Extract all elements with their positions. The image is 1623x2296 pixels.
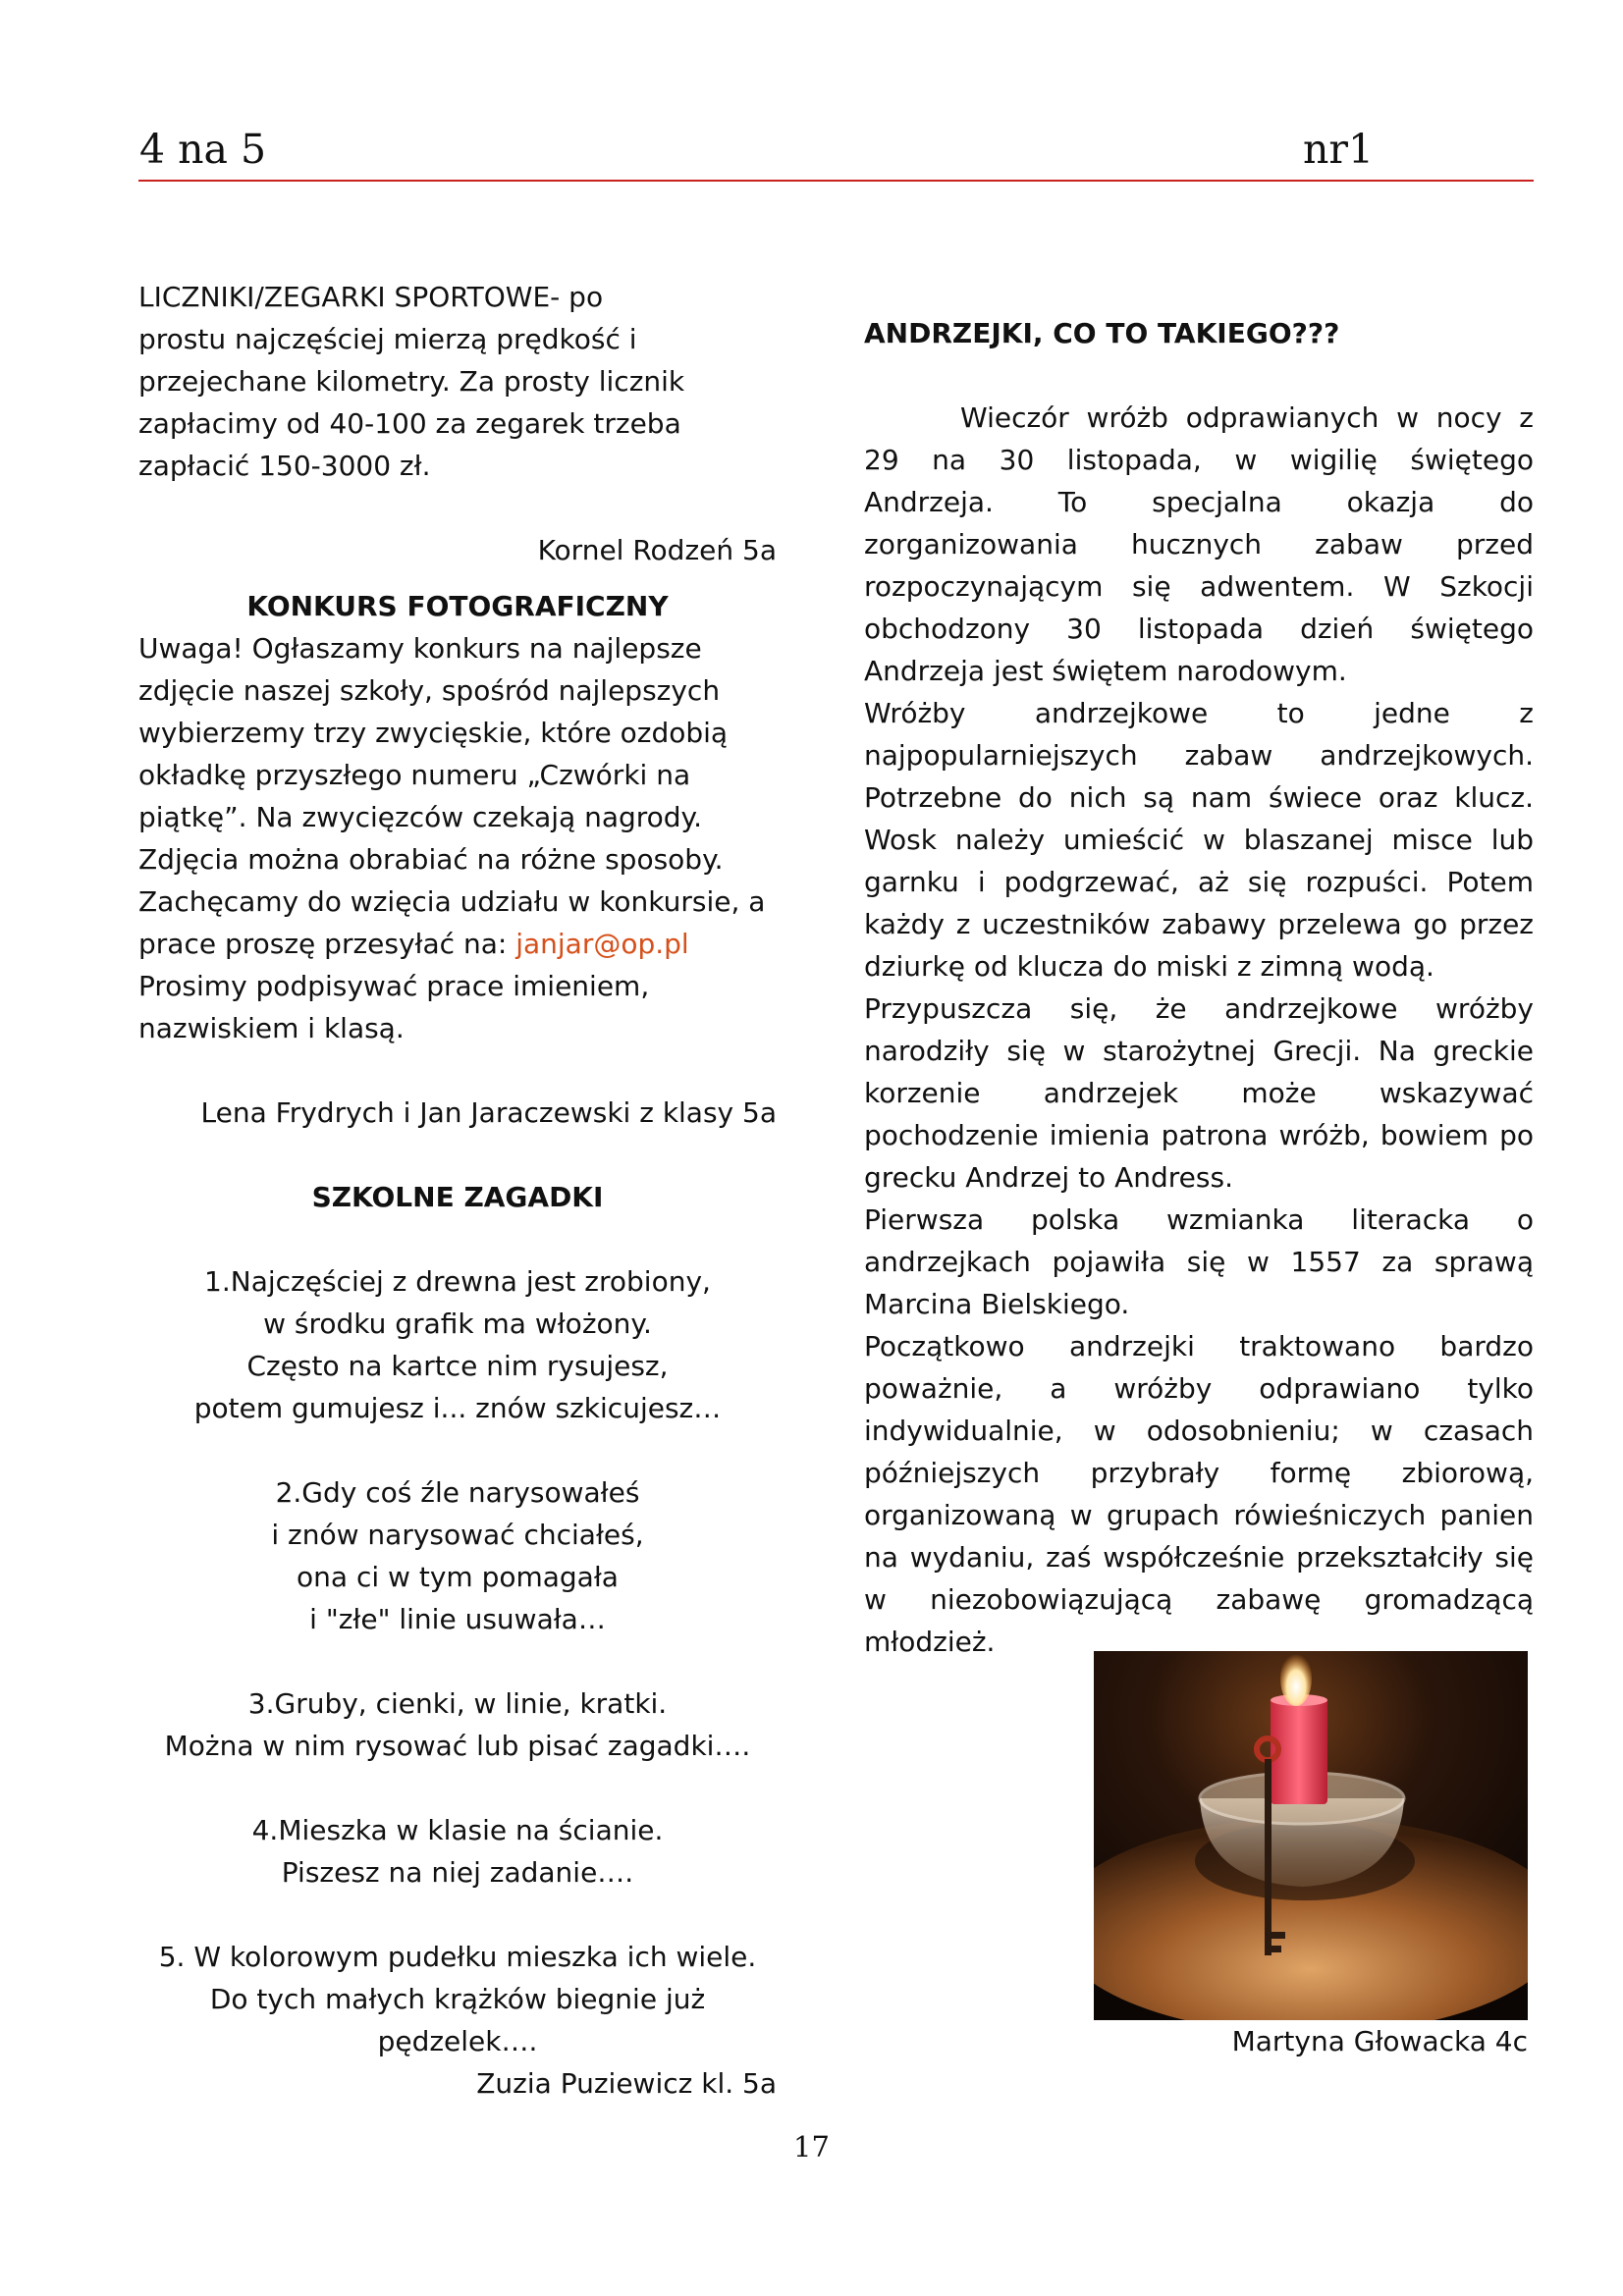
text-line: Potrzebne do nich są nam świece oraz klucz. bbox=[864, 781, 1534, 814]
text-line: Można w nim rysować lub pisać zagadki…. bbox=[164, 1730, 751, 1762]
text-line: Wosk należy umieścić w blaszanej misce lub bbox=[864, 824, 1534, 856]
konkurs-title: KONKURS FOTOGRAFICZNY bbox=[246, 590, 669, 622]
riddle-4 bbox=[138, 1809, 777, 1894]
text-line: rozpoczynającym się adwentem. W Szkocji bbox=[864, 570, 1534, 603]
text-line: 3.Gruby, cienki, w linie, kratki. bbox=[247, 1687, 668, 1720]
photo-caption: Martyna Głowacka 4c bbox=[1231, 2025, 1528, 2057]
text-line: na wydaniu, zaś współcześnie przekształciły się bbox=[864, 1541, 1534, 1574]
text-line: Często na kartce nim rysujesz, bbox=[246, 1350, 669, 1382]
text-line: 29 na 30 listopada, w wigilię świętego bbox=[864, 444, 1534, 476]
text-line: Uwaga! Ogłaszamy konkurs na najlepsze bbox=[138, 632, 702, 665]
left-column bbox=[138, 276, 777, 2105]
text-line: poważnie, a wróżby odprawiano tylko bbox=[864, 1372, 1534, 1405]
text-line: i znów narysować chciałeś, bbox=[271, 1519, 644, 1551]
text-line: zdjęcie naszej szkoły, spośród najlepszych bbox=[138, 674, 721, 707]
text-line: LICZNIKI/ZEGARKI SPORTOWE- po bbox=[138, 281, 604, 313]
text-line: zapłacić 150-3000 zł. bbox=[138, 450, 431, 482]
text-line: 1.Najczęściej z drewna jest zrobiony, bbox=[204, 1265, 711, 1298]
licznik-paragraph bbox=[138, 276, 777, 487]
text-line: przejechane kilometry. Za prosty licznik bbox=[138, 365, 685, 398]
header-title: 4 na 5 bbox=[139, 126, 267, 173]
andrzejki-paragraph bbox=[864, 397, 1534, 1663]
riddle-2 bbox=[138, 1471, 777, 1640]
text-line: Początkowo andrzejki traktowano bardzo bbox=[864, 1330, 1534, 1362]
text-line: 5. W kolorowym pudełku mieszka ich wiele. bbox=[158, 1941, 757, 1973]
text-line: późniejszych przybrały formę zbiorową, bbox=[864, 1457, 1534, 1489]
text-line: piątkę”. Na zwycięzców czekają nagrody. bbox=[138, 801, 703, 833]
text-line: Zachęcamy do wzięcia udziału w konkursie, a bbox=[138, 885, 766, 918]
email-link[interactable]: janjar@op.pl bbox=[515, 928, 689, 960]
text-line: Pierwsza polska wzmianka literacka o bbox=[864, 1203, 1534, 1236]
text-line: Marcina Bielskiego. bbox=[864, 1288, 1130, 1320]
text-line: grecku Andrzej to Andress. bbox=[864, 1161, 1233, 1194]
text-line: zorganizowania hucznych zabaw przed bbox=[864, 528, 1534, 561]
text-line: organizowaną w grupach rówieśniczych panien bbox=[864, 1499, 1534, 1531]
text-line: obchodzony 30 listopada dzień świętego bbox=[864, 613, 1534, 645]
text-line bbox=[138, 923, 777, 965]
text-line: w środku grafik ma włożony. bbox=[263, 1308, 652, 1340]
page-number: 17 bbox=[793, 2130, 830, 2163]
text-line: młodzież. bbox=[864, 1626, 996, 1658]
text-line: dziurkę od klucza do miski z zimną wodą. bbox=[864, 950, 1434, 983]
text-line: pędzelek…. bbox=[377, 2025, 538, 2057]
text-line: Zdjęcia można obrabiać na różne sposoby. bbox=[138, 843, 724, 876]
text-line: narodziły się w starożytnej Grecji. Na greckie bbox=[864, 1035, 1534, 1067]
text-line: Przypuszcza się, że andrzejkowe wróżby bbox=[864, 992, 1534, 1025]
text-line: ona ci w tym pomagała bbox=[297, 1561, 619, 1593]
right-column bbox=[864, 312, 1534, 1663]
zagadki-title: SZKOLNE ZAGADKI bbox=[311, 1181, 604, 1213]
text-line: korzenie andrzejek może wskazywać bbox=[864, 1077, 1534, 1109]
text-line: 4.Mieszka w klasie na ścianie. bbox=[251, 1814, 664, 1846]
email-prefix: prace proszę przesyłać na: bbox=[138, 928, 516, 960]
text-line: i "złe" linie usuwała… bbox=[309, 1603, 606, 1635]
text-line: 2.Gdy coś źle narysowałeś bbox=[275, 1476, 640, 1509]
text-line: Wieczór wróżb odprawianych w nocy z bbox=[960, 401, 1534, 434]
text-line: Do tych małych krążków biegnie już bbox=[209, 1983, 706, 2015]
header-rule bbox=[138, 180, 1534, 182]
text-line: prostu najczęściej mierzą prędkość i bbox=[138, 323, 637, 355]
text-line: każdy z uczestników zabawy przelewa go przez bbox=[864, 908, 1534, 940]
zagadki-author: Zuzia Puziewicz kl. 5a bbox=[476, 2067, 777, 2100]
text-line: Andrzeja jest świętem narodowym. bbox=[864, 655, 1347, 687]
text-line: pochodzenie imienia patrona wróżb, bowiem po bbox=[864, 1119, 1534, 1151]
text-line: Piszesz na niej zadanie…. bbox=[281, 1856, 634, 1889]
text-line: Prosimy podpisywać prace imieniem, bbox=[138, 970, 650, 1002]
riddle-3 bbox=[138, 1682, 777, 1767]
text-line: zapłacimy od 40-100 za zegarek trzeba bbox=[138, 407, 681, 440]
text-line: indywidualnie, w odosobnieniu; w czasach bbox=[864, 1415, 1534, 1447]
text-line: Andrzeja. To specjalna okazja do bbox=[864, 486, 1534, 518]
konkurs-author: Lena Frydrych i Jan Jaraczewski z klasy 5a bbox=[200, 1096, 777, 1129]
text-line: garnku i podgrzewać, aż się rozpuści. Potem bbox=[864, 866, 1534, 898]
text-line: wybierzemy trzy zwycięskie, które ozdobią bbox=[138, 717, 729, 749]
licznik-author: Kornel Rodzeń 5a bbox=[537, 534, 777, 566]
text-line: w niezobowiązującą zabawę gromadzącą bbox=[864, 1583, 1534, 1616]
text-line: Wróżby andrzejkowe to jedne z bbox=[864, 697, 1534, 729]
text-line: nazwiskiem i klasą. bbox=[138, 1012, 405, 1044]
riddle-5 bbox=[138, 1936, 777, 2062]
andrzejki-title: ANDRZEJKI, CO TO TAKIEGO??? bbox=[864, 317, 1340, 349]
konkurs-paragraph bbox=[138, 627, 777, 1049]
text-line: okładkę przyszłego numeru „Czwórki na bbox=[138, 759, 691, 791]
candle-photo bbox=[1094, 1651, 1528, 2020]
text-line: potem gumujesz i... znów szkicujesz… bbox=[193, 1392, 722, 1424]
header-issue: nr1 bbox=[1303, 126, 1375, 173]
text-line: andrzejkach pojawiła się w 1557 za sprawą bbox=[864, 1246, 1534, 1278]
riddle-1 bbox=[138, 1260, 777, 1429]
text-line: najpopularniejszych zabaw andrzejkowych. bbox=[864, 739, 1534, 772]
